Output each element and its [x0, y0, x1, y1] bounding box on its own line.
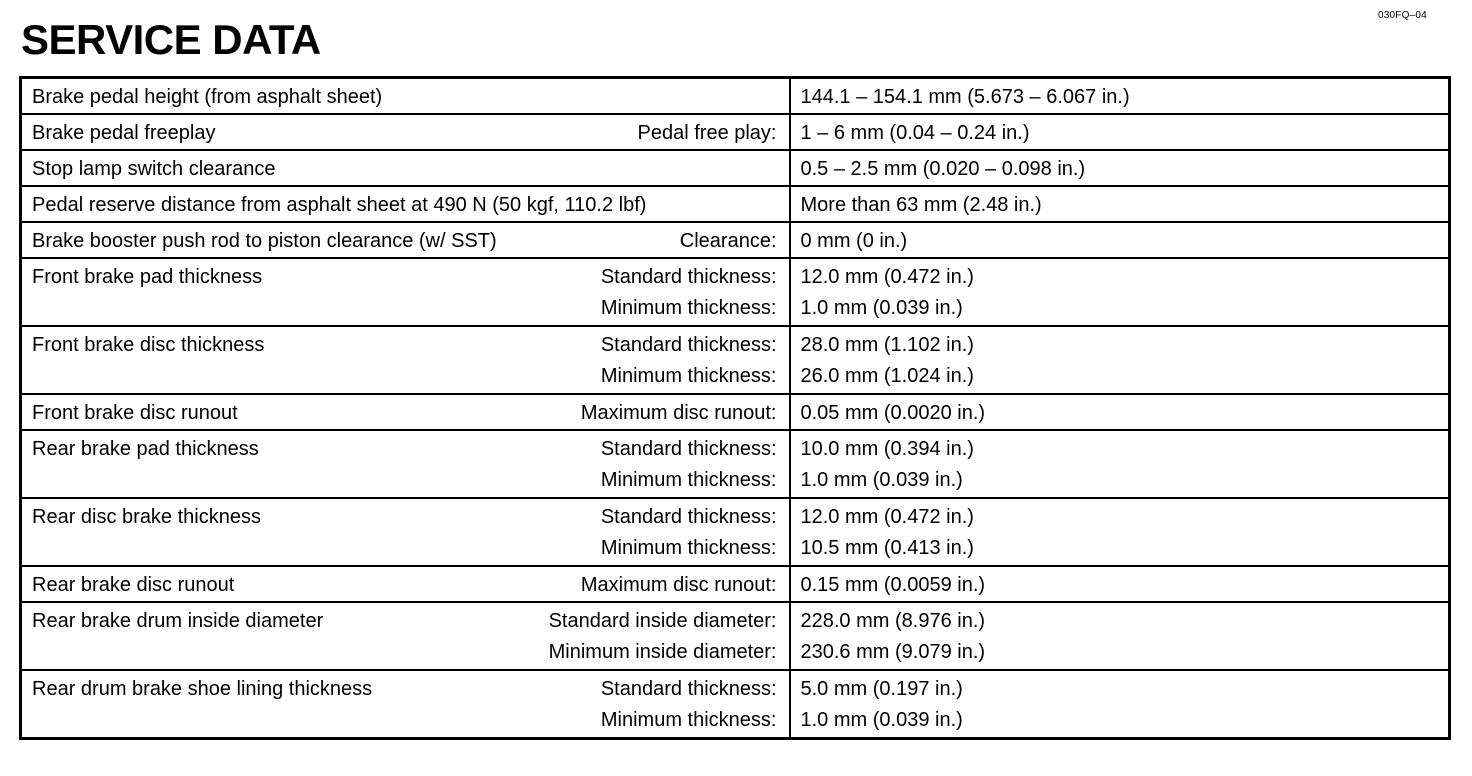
value-cell-content — [791, 223, 1449, 257]
spec-label: Maximum disc runout: — [580, 402, 777, 424]
item-cell — [21, 222, 790, 258]
spec-label: Minimum inside diameter: — [548, 641, 777, 663]
table-row — [21, 150, 1450, 186]
spec-labels — [601, 262, 777, 324]
spec-value: 228.0 mm (8.976 in.) — [800, 610, 986, 632]
item-cell-content — [22, 259, 789, 324]
spec-value: 26.0 mm (1.024 in.) — [800, 365, 974, 387]
value-cell — [790, 326, 1450, 394]
value-cell-content — [791, 187, 1449, 221]
value-cell-content — [791, 603, 1449, 668]
spec-labels — [601, 434, 777, 496]
table-row — [21, 78, 1450, 115]
item-name: Stop lamp switch clearance — [32, 158, 276, 180]
table-row — [21, 222, 1450, 258]
spec-value: 0.15 mm (0.0059 in.) — [800, 574, 986, 596]
spec-value: 28.0 mm (1.102 in.) — [800, 334, 974, 356]
value-cell — [790, 186, 1450, 222]
item-name: Front brake disc thickness — [32, 334, 265, 356]
item-name: Front brake disc runout — [32, 402, 238, 424]
spec-labels — [601, 330, 777, 392]
value-cell-content — [791, 499, 1449, 564]
item-name: Brake pedal freeplay — [32, 122, 216, 144]
table-row — [21, 326, 1450, 394]
spec-labels — [638, 118, 777, 149]
value-cell — [790, 430, 1450, 498]
value-cell-content — [791, 259, 1449, 324]
item-name: Rear brake drum inside diameter — [32, 610, 324, 632]
item-cell-content — [22, 431, 789, 496]
item-cell — [21, 150, 790, 186]
value-cell — [790, 670, 1450, 739]
value-cell-content — [791, 151, 1449, 185]
spec-value: 1.0 mm (0.039 in.) — [800, 709, 963, 731]
value-cell — [790, 394, 1450, 430]
spec-value: 144.1 – 154.1 mm (5.673 – 6.067 in.) — [800, 86, 1130, 108]
item-cell — [21, 78, 790, 115]
spec-label: Standard thickness: — [600, 506, 777, 528]
item-cell-content — [22, 603, 789, 668]
item-cell — [21, 114, 790, 150]
spec-label: Pedal free play: — [637, 122, 777, 144]
spec-label: Clearance: — [679, 230, 777, 252]
item-cell-content — [22, 499, 789, 564]
item-name: Front brake pad thickness — [32, 266, 263, 288]
item-cell — [21, 602, 790, 670]
value-cell — [790, 78, 1450, 115]
spec-label: Standard thickness: — [600, 334, 777, 356]
value-cell-content — [791, 395, 1449, 429]
table-row — [21, 186, 1450, 222]
spec-label: Standard thickness: — [600, 266, 777, 288]
item-cell-content — [22, 187, 789, 221]
table-row — [21, 114, 1450, 150]
spec-label: Minimum thickness: — [600, 709, 777, 731]
service-data-table-body — [21, 78, 1450, 739]
spec-label: Standard inside diameter: — [548, 610, 777, 632]
spec-value: 1.0 mm (0.039 in.) — [800, 469, 963, 491]
item-cell — [21, 186, 790, 222]
table-row — [21, 566, 1450, 602]
spec-label: Minimum thickness: — [600, 469, 777, 491]
spec-value: 12.0 mm (0.472 in.) — [800, 506, 974, 528]
table-row — [21, 602, 1450, 670]
table-row — [21, 670, 1450, 739]
table-row — [21, 394, 1450, 430]
value-cell-content — [791, 671, 1449, 736]
item-cell — [21, 670, 790, 739]
item-name: Brake pedal height (from asphalt sheet) — [32, 86, 383, 108]
value-cell-content — [791, 431, 1449, 496]
spec-value: 1 – 6 mm (0.04 – 0.24 in.) — [800, 122, 1030, 144]
spec-label: Minimum thickness: — [600, 365, 777, 387]
value-cell — [790, 222, 1450, 258]
spec-value: 5.0 mm (0.197 in.) — [800, 678, 963, 700]
item-cell-content — [22, 395, 789, 429]
item-cell-content — [22, 223, 789, 257]
item-cell-content — [22, 327, 789, 392]
document-code: 030FQ–04 — [1378, 10, 1427, 21]
page-title: SERVICE DATA — [21, 16, 321, 63]
item-cell-content — [22, 115, 789, 149]
spec-labels — [680, 226, 777, 257]
spec-labels — [581, 398, 777, 429]
spec-value: 0.5 – 2.5 mm (0.020 – 0.098 in.) — [800, 158, 1086, 180]
item-cell-content — [22, 151, 789, 185]
spec-value: 0 mm (0 in.) — [800, 230, 908, 252]
spec-label: Standard thickness: — [600, 438, 777, 460]
value-cell — [790, 602, 1450, 670]
table-row — [21, 258, 1450, 326]
value-cell-content — [791, 115, 1449, 149]
item-name: Rear drum brake shoe lining thickness — [32, 678, 373, 700]
spec-label: Standard thickness: — [600, 678, 777, 700]
spec-labels — [601, 674, 777, 736]
spec-label: Minimum thickness: — [600, 537, 777, 559]
spec-value: 10.0 mm (0.394 in.) — [800, 438, 974, 460]
value-cell — [790, 566, 1450, 602]
item-name: Brake booster push rod to piston clearance (w/ SST) — [32, 230, 497, 252]
spec-labels — [581, 570, 777, 601]
item-cell-content — [22, 671, 789, 736]
spec-value: 1.0 mm (0.039 in.) — [800, 297, 963, 319]
spec-value: 0.05 mm (0.0020 in.) — [800, 402, 986, 424]
spec-value: 230.6 mm (9.079 in.) — [800, 641, 986, 663]
spec-labels — [549, 606, 777, 668]
value-cell-content — [791, 567, 1449, 601]
value-cell-content — [791, 79, 1449, 113]
value-cell — [790, 258, 1450, 326]
value-cell — [790, 150, 1450, 186]
spec-value: 12.0 mm (0.472 in.) — [800, 266, 974, 288]
value-cell — [790, 114, 1450, 150]
item-cell — [21, 258, 790, 326]
table-row — [21, 430, 1450, 498]
service-data-table — [19, 76, 1451, 740]
item-cell — [21, 430, 790, 498]
table-row — [21, 498, 1450, 566]
spec-value: 10.5 mm (0.413 in.) — [800, 537, 974, 559]
item-cell — [21, 394, 790, 430]
item-name: Pedal reserve distance from asphalt sheet at 490 N (50 kgf, 110.2 lbf) — [32, 194, 647, 216]
item-name: Rear disc brake thickness — [32, 506, 261, 528]
item-cell — [21, 498, 790, 566]
item-name: Rear brake disc runout — [32, 574, 235, 596]
item-name: Rear brake pad thickness — [32, 438, 259, 460]
spec-labels — [601, 502, 777, 564]
value-cell — [790, 498, 1450, 566]
item-cell — [21, 326, 790, 394]
item-cell-content — [22, 79, 789, 113]
spec-value: More than 63 mm (2.48 in.) — [800, 194, 1042, 216]
item-cell — [21, 566, 790, 602]
spec-label: Maximum disc runout: — [580, 574, 777, 596]
item-cell-content — [22, 567, 789, 601]
value-cell-content — [791, 327, 1449, 392]
spec-label: Minimum thickness: — [600, 297, 777, 319]
